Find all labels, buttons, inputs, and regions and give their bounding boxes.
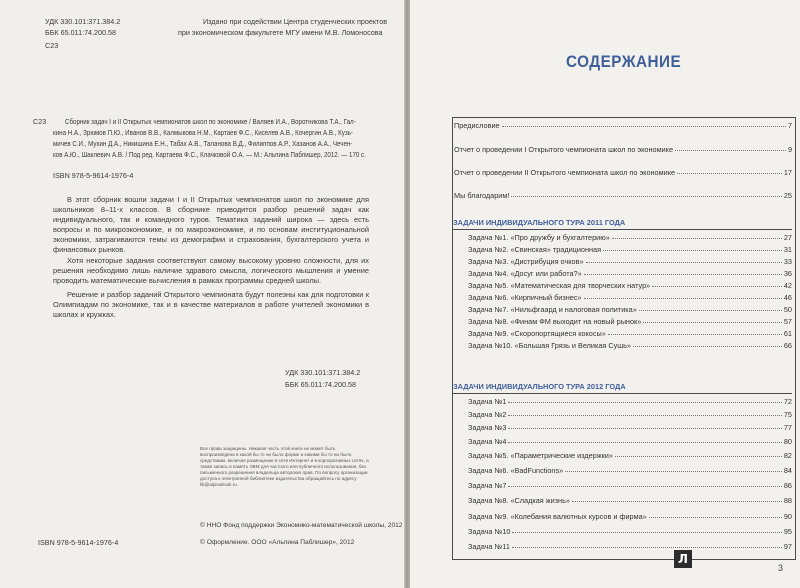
toc-entry-label: Задача №4. «Досуг или работа?»	[468, 269, 582, 278]
copyright-line-2: © Оформление. ООО «Альпина Паблишер», 2012	[200, 539, 355, 546]
publisher-logo-icon: Л	[674, 550, 692, 568]
toc-entry	[468, 496, 792, 505]
publisher-note-line-1: Издано при содействии Центра студенческих проектов	[203, 17, 388, 26]
toc-entry	[468, 233, 792, 242]
toc-entry-label: Задача №1	[468, 397, 507, 406]
toc-entry-page: 33	[783, 257, 792, 266]
toc-entry-page: 84	[783, 466, 792, 475]
toc-entry-label: Задача №9. «Скоропортящиеся кокосы»	[468, 329, 606, 338]
leader-dots	[572, 501, 782, 502]
toc-entry-page: 36	[783, 269, 792, 278]
toc-entry	[468, 269, 792, 278]
toc-entry-page: 42	[783, 281, 792, 290]
toc-entry-label: Задача №5. «Математическая для творческих натур»	[468, 281, 651, 290]
biblio-line: ков А.Ю., Шаклевич А.В. / Под ред. Картаева Ф.С., Клачковой О.А. — М.: Альпина Паблишер, 2012. — 170 с.	[53, 150, 366, 159]
toc-entry	[468, 542, 792, 551]
toc-entry-label: Предисловие	[454, 121, 500, 130]
toc-entry-page: 77	[783, 423, 792, 432]
toc-entry-page: 72	[783, 397, 792, 406]
toc-entry-page: 66	[783, 341, 792, 350]
toc-entry-label: Задача №10. «Большая Грязь и Великая Сушь»	[468, 341, 631, 350]
toc-entry	[468, 451, 792, 460]
copyright-line-1: © ННО Фонд поддержки Экономико-математической школы, 2012	[200, 522, 403, 529]
leader-dots	[675, 150, 786, 151]
isbn-middle: ISBN 978-5-9614-1976-4	[53, 171, 134, 180]
udk-top: УДК 330.101:371.384.2	[45, 17, 121, 26]
leader-dots	[565, 471, 782, 472]
biblio-code: С23	[33, 117, 47, 126]
toc-entry-label: Задача №8. «Финам ФМ выходит на новый рынок»	[468, 317, 642, 326]
toc-entry	[468, 437, 792, 446]
toc-entry-label: Отчет о проведении I Открытого чемпионата школ по экономике	[454, 145, 673, 154]
toc-entry-page: 61	[783, 329, 792, 338]
leader-dots	[608, 334, 782, 335]
toc-entry	[468, 293, 792, 302]
toc-entry-label: Задача №10	[468, 527, 511, 536]
toc-entry-page: 50	[783, 305, 792, 314]
toc-entry-page: 95	[783, 527, 792, 536]
toc-entry	[468, 317, 792, 326]
toc-entry	[468, 466, 792, 475]
toc-entry-label: Задача №6. «Кирпичный бизнес»	[468, 293, 582, 302]
toc-entry-label: Задача №6. «BadFunctions»	[468, 466, 564, 475]
leader-dots	[584, 274, 782, 275]
toc-entry-page: 88	[783, 496, 792, 505]
toc-frame	[452, 117, 796, 560]
toc-entry-label: Задача №9. «Колебания валютных курсов и фирма»	[468, 512, 647, 521]
udk-bottom: УДК 330.101:371.384.2	[285, 368, 361, 377]
leader-dots	[677, 173, 782, 174]
toc-entry-label: Задача №3	[468, 423, 507, 432]
toc-entry-label: Мы благодарим!	[454, 191, 510, 200]
toc-entry-page: 9	[787, 145, 792, 154]
leader-dots	[512, 532, 781, 533]
toc-entry-page: 25	[783, 191, 792, 200]
toc-entry-page: 90	[783, 512, 792, 521]
toc-entry	[468, 423, 792, 432]
bbk-bottom: ББК 65.011:74.200.58	[285, 380, 357, 389]
annotation-paragraph-2: Хотя некоторые задания соответствуют самому высокому уровню сложности, для их решения необходимо лишь наличие здравого смысла, логического мышления и умение проводить математические вычисления в рамках программы средней школы.	[53, 256, 369, 285]
toc-entry	[468, 245, 792, 254]
section-heading-2011: ЗАДАЧИ ИНДИВИДУАЛЬНОГО ТУРА 2011 ГОДА	[453, 218, 626, 227]
leader-dots	[508, 402, 781, 403]
leader-dots	[502, 126, 786, 127]
toc-entry-page: 46	[783, 293, 792, 302]
leader-dots	[639, 310, 782, 311]
toc-entry-page: 57	[783, 317, 792, 326]
toc-entry-label: Задача №2	[468, 410, 507, 419]
toc-entry-page: 27	[783, 233, 792, 242]
leader-dots	[586, 262, 782, 263]
toc-entry-label: Задача №5. «Параметрические издержки»	[468, 451, 613, 460]
biblio-line: мичев С.И., Мухин Д.А., Никишина Е.Н., Табах А.В., Таланова В.Д., Филиппов А.Р., Хазанов А.А., Чечен-	[53, 139, 353, 148]
toc-entry-page: 17	[783, 168, 792, 177]
toc-entry	[468, 281, 792, 290]
toc-entry-label: Задача №8. «Сладкая жизнь»	[468, 496, 570, 505]
toc-entry	[468, 512, 792, 521]
leader-dots	[633, 346, 782, 347]
annotation-paragraph-3: Решение и разбор заданий Открытого чемпионата будут полезны как для подготовки к Олимпиадам по экономике, так и в качестве материалов в работе учителей экономики в школах и кружках.	[53, 290, 369, 319]
toc-entry-page: 86	[783, 481, 792, 490]
toc-entry	[454, 145, 792, 154]
bbk-top: ББК 65.011:74.200.58	[45, 28, 117, 37]
toc-entry-label: Задача №3. «Дистрибуция очков»	[468, 257, 584, 266]
toc-entry-label: Задача №1. «Про дружбу и бухгалтерию»	[468, 233, 610, 242]
leader-dots	[652, 286, 782, 287]
toc-entry-page: 31	[783, 245, 792, 254]
toc-title: СОДЕРЖАНИЕ	[566, 52, 682, 71]
publisher-note-line-2: при экономическом факультете МГУ имени М.В. Ломоносова	[178, 28, 383, 37]
leader-dots	[615, 456, 782, 457]
toc-entry-page: 75	[783, 410, 792, 419]
leader-dots	[649, 517, 782, 518]
toc-entry	[468, 257, 792, 266]
toc-entry	[468, 305, 792, 314]
biblio-line: Сборник задач I и II Открытых чемпионатов школ по экономике / Валяев И.А., Воротникова Т.А., Гал-	[65, 117, 356, 126]
toc-entry	[468, 527, 792, 536]
toc-entry	[454, 191, 792, 200]
biblio-line: кина Н.А., Зрюмов П.Ю., Иванов В.В., Калмыкова Н.М., Картаев Ф.С., Киселев А.В., Кочергин А.В., Кузь-	[53, 128, 353, 137]
toc-entry	[468, 341, 792, 350]
leader-dots	[508, 442, 781, 443]
toc-entry	[454, 168, 792, 177]
leader-dots	[512, 547, 782, 548]
leader-dots	[511, 196, 781, 197]
leader-dots	[508, 428, 781, 429]
leader-dots	[508, 415, 781, 416]
leader-dots	[643, 322, 782, 323]
toc-entry-label: Отчет о проведении II Открытого чемпионата школ по экономике	[454, 168, 676, 177]
toc-entry-page: 97	[783, 542, 792, 551]
code-top: С23	[45, 41, 59, 50]
toc-entry-page: 80	[783, 437, 792, 446]
page-number: 3	[778, 563, 784, 573]
toc-entry	[468, 397, 792, 406]
toc-entry	[468, 329, 792, 338]
toc-entry	[468, 410, 792, 419]
toc-entry-label: Задача №11	[468, 542, 510, 551]
leader-dots	[603, 250, 782, 251]
toc-entry	[468, 481, 792, 490]
section-heading-2012: ЗАДАЧИ ИНДИВИДУАЛЬНОГО ТУРА 2012 ГОДА	[453, 382, 626, 391]
annotation-paragraph-1: В этот сборник вошли задачи I и II Открытых чемпионатов школ по экономике для школьников 8–11-х классов. В сборнике приводится разбор решений задач как индивидуального, так и командного туров. Тематика заданий широка — здесь есть вопросы и по микроэкономике, и по макроэкономике, и по основам институциональной экономики, затрагиваются темы из демографии и страхования, бухгалтерского учета и финансовых рынков.	[53, 195, 369, 254]
toc-entry-page: 82	[783, 451, 792, 460]
leader-dots	[508, 486, 781, 487]
section-divider	[453, 393, 792, 394]
leader-dots	[612, 238, 782, 239]
toc-entry-label: Задача №4	[468, 437, 507, 446]
toc-entry-label: Задача №7	[468, 481, 507, 490]
toc-entry	[454, 121, 792, 130]
toc-entry-label: Задача №7. «Нильфгаард и налоговая политика»	[468, 305, 637, 314]
toc-entry-page: 7	[787, 121, 792, 130]
rights-notice: Все права защищены. Никакая часть этой книги не может быть воспроизведена в какой бы то ни было форме и какими бы то ни было средствами, включая размещение в сети Интернет и в корпоративных сетях, а также запись в память ЭВМ для частного или публичного использования, без письменного разрешения владельца авторских прав. По вопросу организации доступа к электронной библиотеке издательства обращайтесь по адресу lib@alpinabook.ru.	[200, 446, 369, 487]
isbn-bottom: ISBN 978-5-9614-1976-4	[38, 538, 119, 547]
leader-dots	[584, 298, 782, 299]
toc-entry-label: Задача №2. «Свинская» традиционная	[468, 245, 602, 254]
section-divider	[453, 229, 792, 230]
